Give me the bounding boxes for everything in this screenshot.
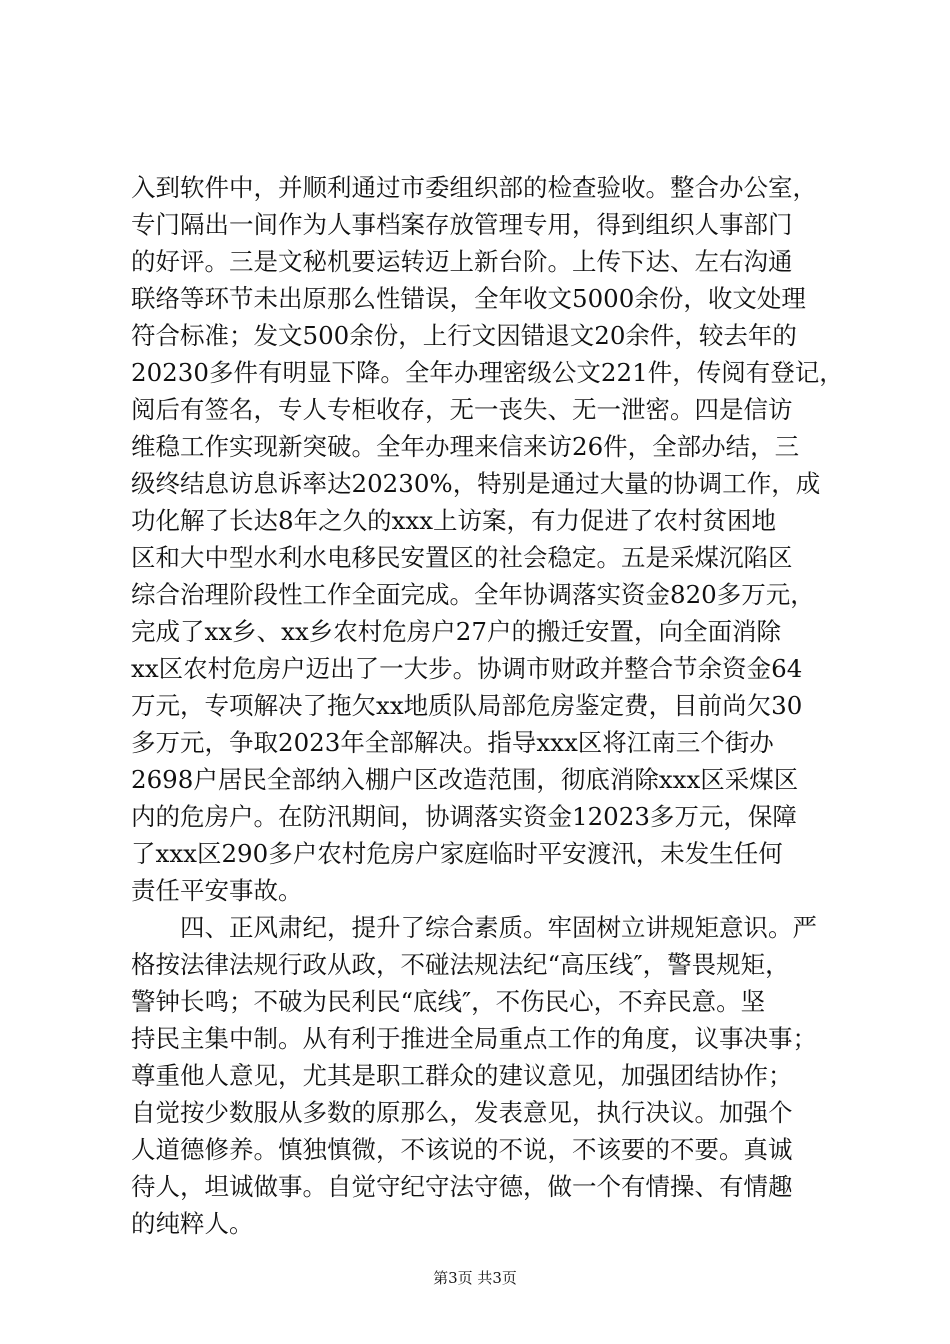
text-line: 区和大中型水利水电移民安置区的社会稳定。五是采煤沉陷区 [131, 543, 793, 572]
text-line: 内的危房户。在防汛期间，协调落实资金12023多万元，保障 [131, 802, 797, 831]
text-line: xx区农村危房户迈出了一大步。协调市财政并整合节余资金64 [131, 654, 803, 683]
text-line: 完成了xx乡、xx乡农村危房户27户的搬迁安置，向全面消除 [131, 617, 781, 646]
text-line: 2698户居民全部纳入棚户区改造范围，彻底消除xxx区采煤区 [131, 765, 799, 794]
text-line: 功化解了长达8年之久的xxx上访案，有力促进了农村贫困地 [131, 506, 777, 535]
page-number-footer: 第3页 共3页 [433, 1269, 517, 1287]
text-line: 入到软件中，并顺利通过市委组织部的检查验收。整合办公室， [131, 173, 817, 202]
text-line: 责任平安事故。 [131, 876, 303, 905]
text-line: 20230多件有明显下降。全年办理密级公文221件，传阅有登记， [131, 358, 844, 387]
text-line: 级终结息访息诉率达20230%，特别是通过大量的协调工作，成 [131, 469, 821, 498]
text-line: 的好评。三是文秘机要运转迈上新台阶。上传下达、左右沟通 [131, 247, 793, 276]
text-line: 的纯粹人。 [131, 1209, 254, 1238]
text-line: 人道德修养。慎独慎微，不该说的不说，不该要的不要。真诚 [131, 1135, 793, 1164]
text-line: 综合治理阶段性工作全面完成。全年协调落实资金820多万元， [131, 580, 815, 609]
text-line: 格按法律法规行政从政，不碰法规法纪“高压线″，警畏规矩， [131, 950, 790, 979]
text-line: 多万元，争取2023年全部解决。指导xxx区将江南三个街办 [131, 728, 774, 757]
text-line: 符合标准；发文500余份，上行文因错退文20余件，较去年的 [131, 321, 797, 350]
text-line: 持民主集中制。从有利于推进全局重点工作的角度，议事决事； [131, 1024, 817, 1053]
paragraph-start-line: 四、正风肃纪，提升了综合素质。牢固树立讲规矩意识。严 [131, 913, 817, 942]
text-line: 万元，专项解决了拖欠xx地质队局部危房鉴定费，目前尚欠30 [131, 691, 803, 720]
text-line: 阅后有签名，专人专柜收存，无一丧失、无一泄密。四是信访 [131, 395, 793, 424]
body-text [131, 169, 844, 1242]
text-line: 尊重他人意见，尤其是职工群众的建议意见，加强团结协作； [131, 1061, 793, 1090]
text-line: 专门隔出一间作为人事档案存放管理专用，得到组织人事部门 [131, 210, 793, 239]
text-line: 自觉按少数服从多数的原那么，发表意见，执行决议。加强个 [131, 1098, 793, 1127]
text-line: 待人，坦诚做事。自觉守纪守法守德，做一个有情操、有情趣 [131, 1172, 793, 1201]
text-line: 了xxx区290多户农村危房户家庭临时平安渡汛，未发生任何 [131, 839, 783, 868]
text-line: 警钟长鸣；不破为民利民“底线″，不伤民心，不弃民意。坚 [131, 987, 766, 1016]
text-line: 联络等环节未出原那么性错误，全年收文5000余份，收文处理 [131, 284, 806, 313]
text-line: 维稳工作实现新突破。全年办理来信来访26件，全部办结，三 [131, 432, 800, 461]
